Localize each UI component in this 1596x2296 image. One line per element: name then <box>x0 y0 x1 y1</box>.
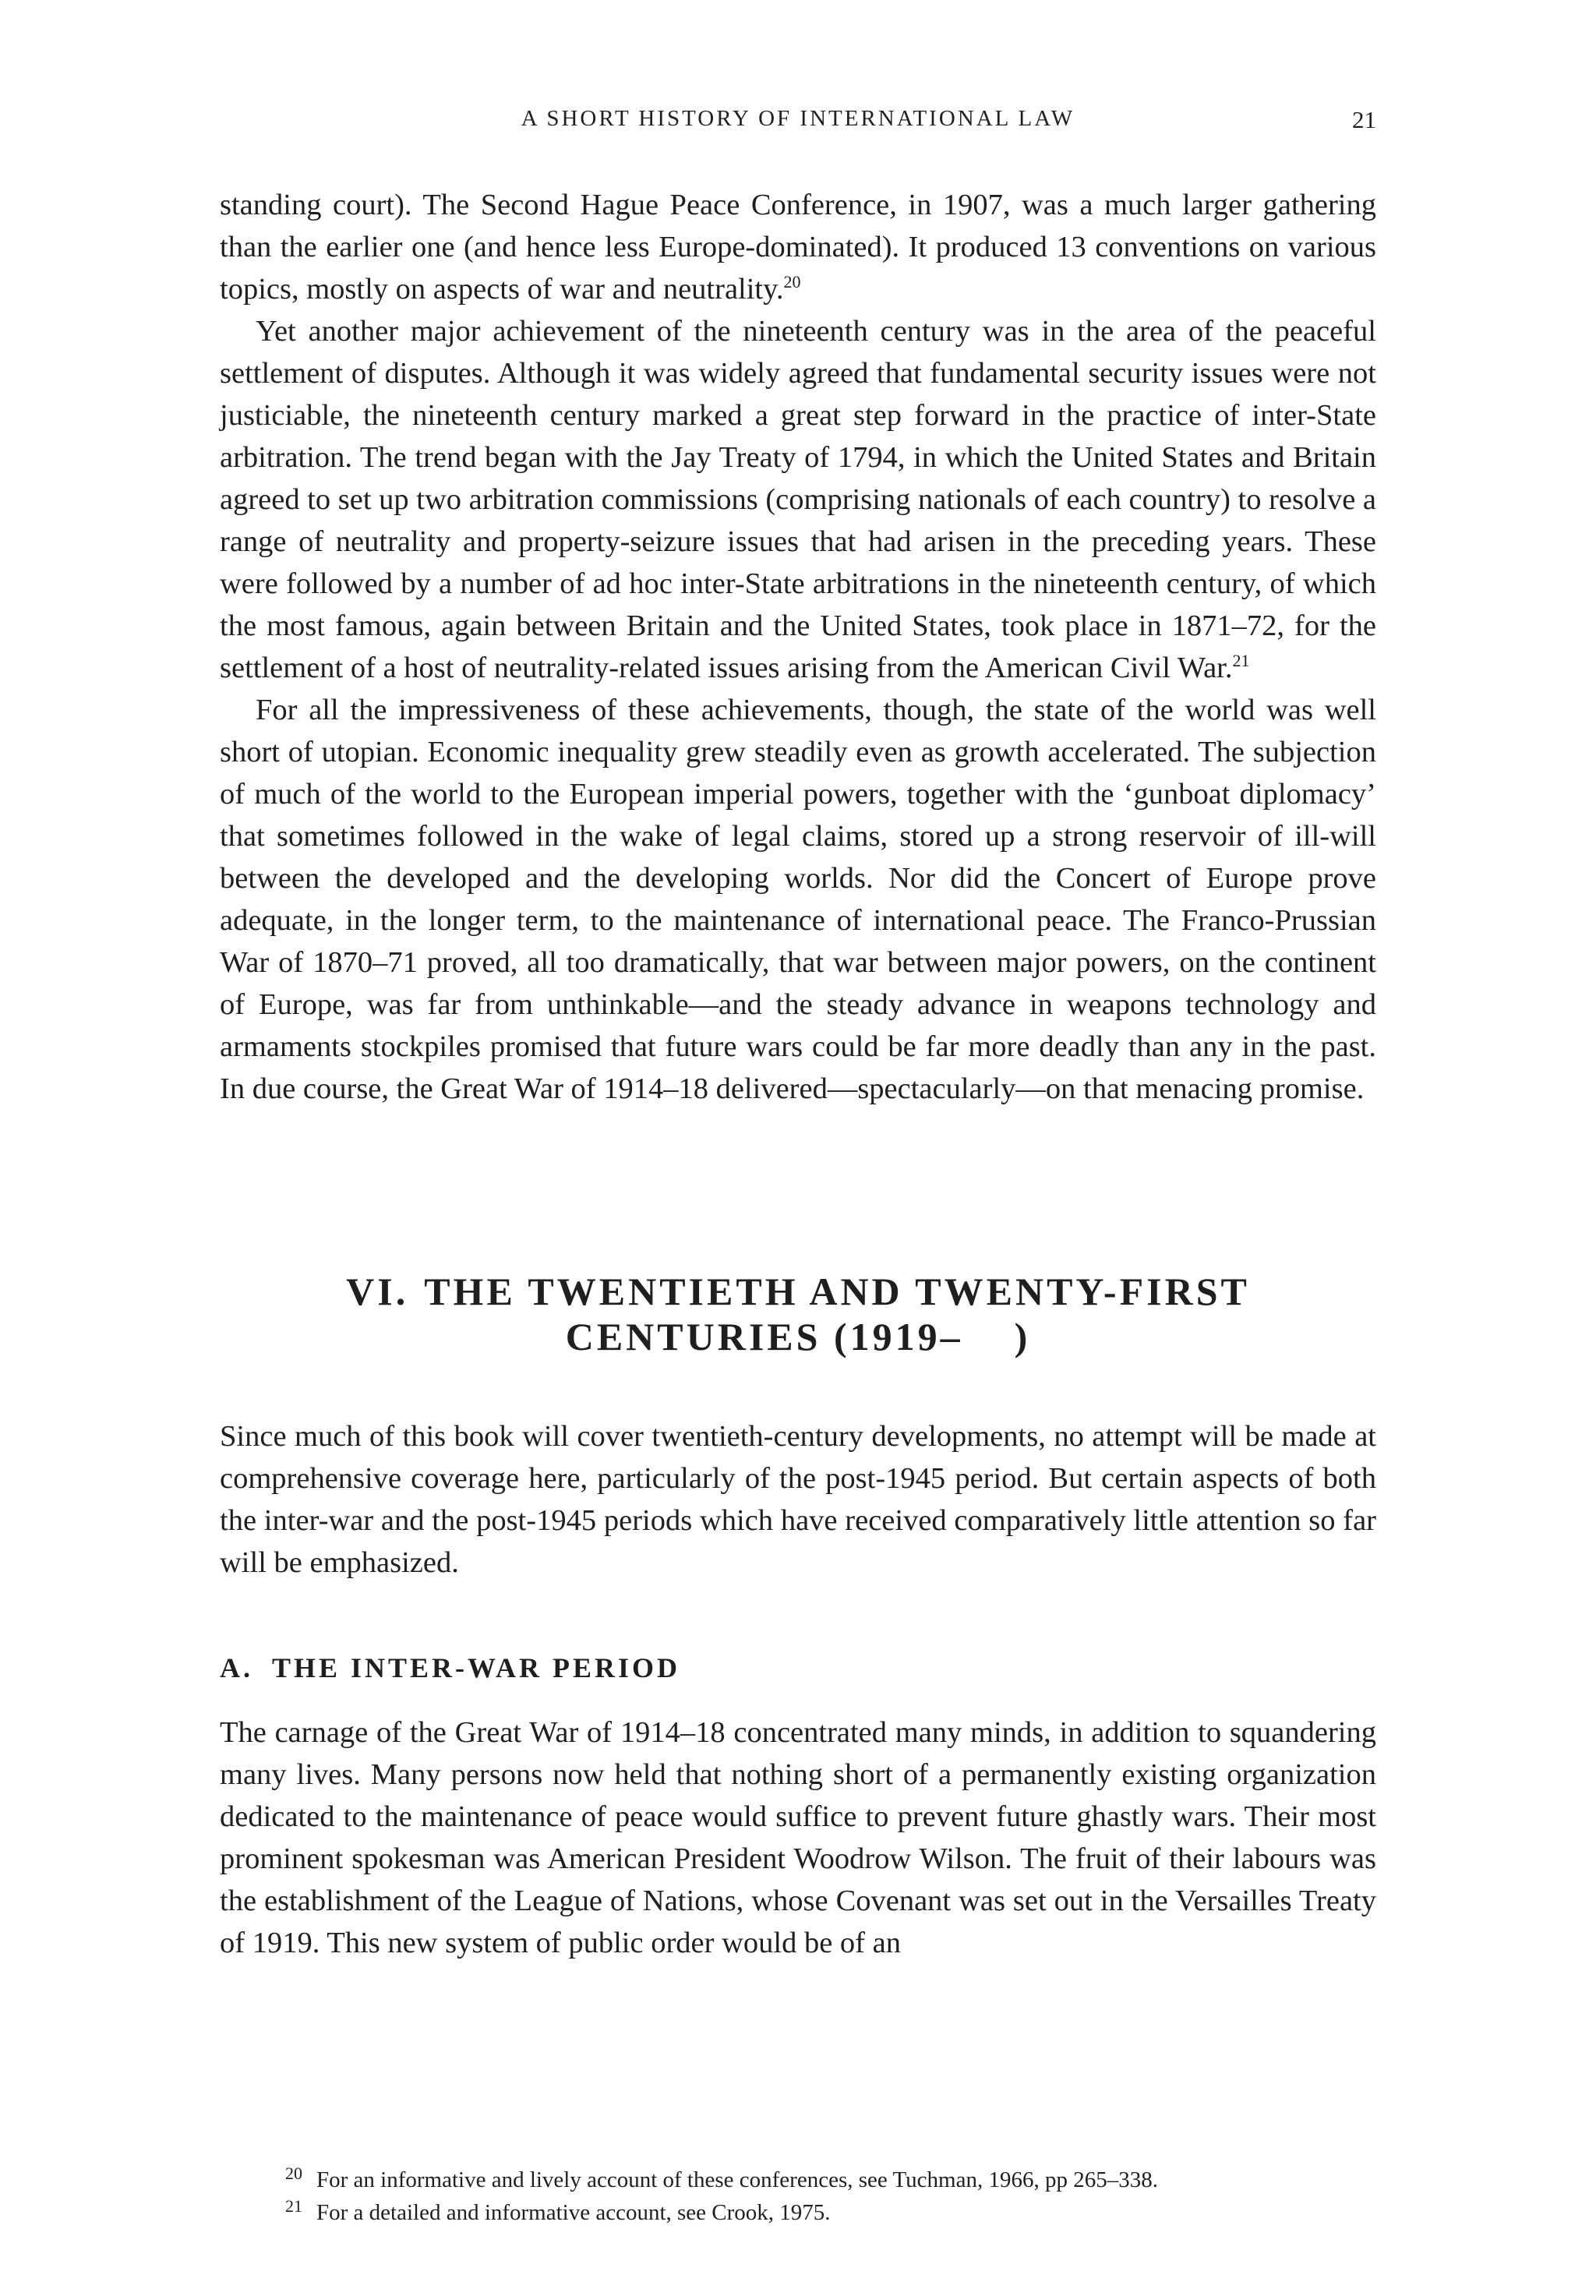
section-intro <box>220 1415 1376 1584</box>
section-heading <box>220 1269 1376 1359</box>
paragraph-section-intro: Since much of this book will cover twentieth-century developments, no attempt will be made at comprehensive coverage here, particularly of the post-1945 period. But certain aspects of both the inter-war and the post-1945 periods which have received comparatively little attention so far will be emphasized. <box>220 1420 1376 1579</box>
page-number: 21 <box>1352 106 1376 133</box>
footnote-ref-20: 20 <box>783 272 801 291</box>
paragraph-utopian: For all the impressiveness of these achievements, though, the state of the world was well short of utopian. Economic inequality grew steadily even as growth accelerated. The subjection of much of the world to the European imperial powers, together with the ‘gunboat diplomacy’ that sometimes followed in the wake of legal claims, stored up a strong reservoir of ill-will between the developed and the developing worlds. Nor did the Concert of Europe prove adequate, in the longer term, to the maintenance of international peace. The Franco-Prussian War of 1870–71 proved, all too dramatically, that war between major powers, on the continent of Europe, was far from unthinkable—and the steady advance in weapons technology and armaments stockpiles promised that future wars could be far more deadly than any in the past. In due course, the Great War of 1914–18 delivered—spectacularly—on that menacing promise. <box>220 694 1376 1105</box>
subsection-title: THE INTER-WAR PERIOD <box>272 1652 681 1683</box>
section-title-line1: THE TWENTIETH AND TWENTY-FIRST <box>424 1270 1250 1313</box>
section-number: VI. <box>346 1270 409 1313</box>
footnote-number: 20 <box>285 2164 302 2183</box>
footnote-text: For an informative and lively account of these conferences, see Tuchman, 1966, pp 265–338. <box>316 2167 1158 2192</box>
paragraph-text: Yet another major achievement of the nineteenth century was in the area of the peaceful settlement of disputes. Although it was widely agreed that fundamental security issues were not justiciable, the nineteenth century marked a great step forward in the practice of inter-State arbitration. The trend began with the Jay Treaty of 1794, in which the United States and Britain agreed to set up two arbitration commissions (comprising nationals of each country) to resolve a range of neutrality and property-seizure issues that had arisen in the preceding years. These were followed by a number of ad hoc inter-State arbitrations in the nineteenth century, of which the most famous, again between Britain and the United States, took place in 1871–72, for the settlement of a host of neutrality-related issues arising from the American Civil War. <box>220 315 1376 684</box>
footnote-number: 21 <box>285 2196 302 2216</box>
paragraph-text: standing court). The Second Hague Peace Conference, in 1907, was a much larger gathering than the earlier one (and hence less Europe-dominated). It produced 13 conventions on various topics, mostly on aspects of war and neutrality. <box>220 189 1376 306</box>
subsection-number: A. <box>220 1652 253 1683</box>
paragraph-hague-conference <box>220 184 1376 310</box>
subsection-heading <box>220 1649 680 1687</box>
footnotes <box>285 2164 1376 2229</box>
footnote-20 <box>285 2164 1376 2196</box>
paragraph-inter-war: The carnage of the Great War of 1914–18 concentrated many minds, in addition to squandering many lives. Many persons now held that nothing short of a permanently existing organization dedicated to the maintenance of peace would suffice to prevent future ghastly wars. Their most prominent spokesman was American President Woodrow Wilson. The fruit of their labours was the establishment of the League of Nations, whose Covenant was set out in the Versailles Treaty of 1919. This new system of public order would be of an <box>220 1716 1376 1959</box>
subsection-body <box>220 1711 1376 1964</box>
running-head <box>0 106 1596 137</box>
section-title-line2: CENTURIES (1919– ) <box>565 1315 1031 1358</box>
body-text-top <box>220 184 1376 1110</box>
footnote-21 <box>285 2196 1376 2229</box>
running-head-title: A SHORT HISTORY OF INTERNATIONAL LAW <box>521 106 1075 131</box>
paragraph-peaceful-settlement <box>220 310 1376 689</box>
footnote-ref-21: 21 <box>1232 651 1250 670</box>
footnote-text: For a detailed and informative account, see Crook, 1975. <box>316 2200 831 2225</box>
